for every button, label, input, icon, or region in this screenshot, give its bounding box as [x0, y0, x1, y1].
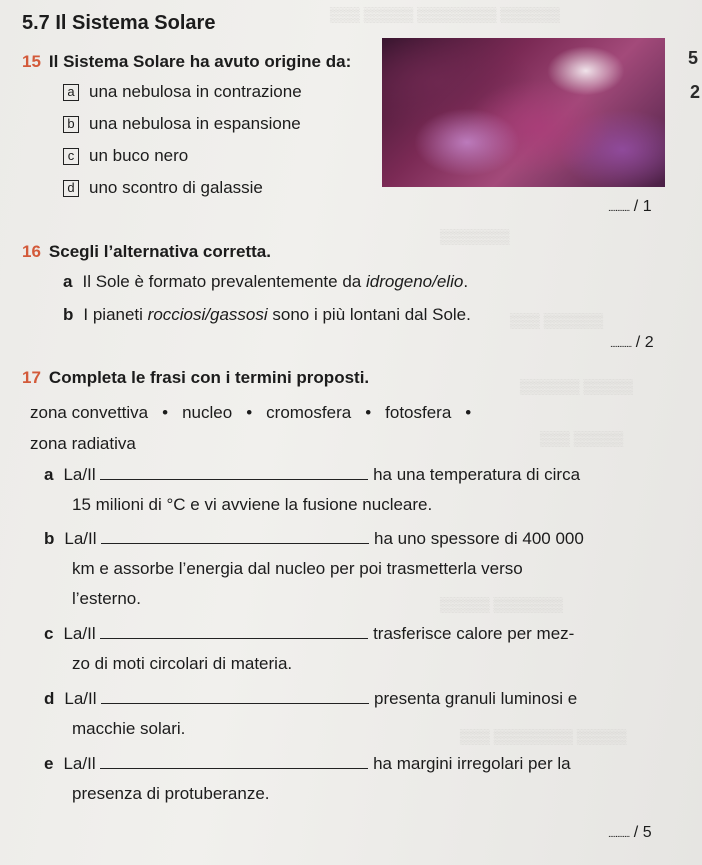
term-cromosfera: cromosfera	[266, 403, 352, 422]
q17-item-b	[44, 529, 584, 549]
bleed-through-text: ▒▒▒▒▒▒▒	[440, 228, 510, 244]
item-letter: d	[44, 689, 55, 708]
option-letter-box: c	[63, 148, 79, 165]
q16-item-b	[63, 305, 471, 325]
q17-item-c	[44, 624, 574, 644]
q17-item-a-line-2: 15 milioni di °C e vi avviene la fusione nucleare.	[72, 495, 433, 514]
bleed-through-text: ▒▒▒▒▒ ▒▒▒▒▒▒▒▒ ▒▒▒	[460, 728, 627, 744]
question-text: Il Sistema Solare ha avuto origine da:	[48, 52, 352, 71]
item-prefix: La/Il	[63, 754, 96, 773]
score-dots: ............	[608, 829, 630, 840]
q16-score	[610, 334, 654, 352]
option-label: una nebulosa in contrazione	[89, 82, 302, 101]
item-text-end: sono i più lontani dal Sole.	[267, 305, 471, 324]
q17-score	[608, 824, 652, 842]
q15-option-c[interactable]	[63, 146, 188, 166]
nebula-photo	[382, 38, 665, 187]
item-line-1: ha margini irregolari per la	[373, 754, 571, 773]
q17-item-e-line-2: presenza di protuberanze.	[72, 784, 270, 803]
item-prefix: La/Il	[63, 465, 96, 484]
option-label: un buco nero	[89, 146, 189, 165]
score-dots: ............	[610, 339, 632, 350]
section-title: 5.7 Il Sistema Solare	[22, 12, 216, 34]
answer-blank-d[interactable]	[101, 689, 369, 704]
bleed-through-text: ▒▒▒▒▒▒▒ ▒▒▒▒▒	[440, 596, 563, 612]
item-letter: e	[44, 754, 54, 773]
bleed-through-text: ▒▒▒▒▒ ▒▒▒▒▒▒	[520, 378, 633, 394]
answer-blank-e[interactable]	[100, 754, 368, 769]
score-value: / 5	[633, 824, 652, 841]
q15-option-a[interactable]	[63, 82, 302, 102]
item-letter: b	[44, 529, 55, 548]
edge-mark: 2	[690, 82, 701, 102]
item-letter: a	[44, 465, 54, 484]
question-16-heading	[22, 242, 271, 262]
score-value: / 1	[633, 198, 652, 215]
q16-item-a	[63, 272, 468, 292]
term-nucleo: nucleo	[182, 403, 233, 422]
q15-option-b[interactable]	[63, 114, 301, 134]
question-number: 15	[22, 52, 41, 71]
item-text: I pianeti	[83, 305, 148, 324]
question-text: Scegli l’alternativa corretta.	[48, 242, 271, 261]
score-dots: ............	[608, 203, 630, 214]
item-prefix: La/Il	[64, 529, 97, 548]
answer-blank-a[interactable]	[100, 465, 368, 480]
term-zona-convettiva: zona convettiva	[30, 403, 149, 422]
q17-item-d-line-2: macchie solari.	[72, 719, 186, 738]
option-label: uno scontro di galassie	[89, 178, 263, 197]
question-17-heading	[22, 368, 369, 388]
bullet-separator: •	[162, 403, 169, 422]
q17-item-b-line-3: l’esterno.	[72, 589, 141, 608]
question-number: 16	[22, 242, 41, 261]
q17-item-e	[44, 754, 571, 774]
answer-blank-b[interactable]	[101, 529, 369, 544]
q17-item-b-line-2: km e assorbe l’energia dal nucleo per poi trasmetterla verso	[72, 559, 523, 578]
term-zona-radiativa: zona radiativa	[30, 434, 136, 453]
item-line-1: ha una temperatura di circa	[373, 465, 581, 484]
q17-item-a	[44, 465, 580, 485]
score-value: / 2	[635, 334, 654, 351]
bullet-separator: •	[365, 403, 372, 422]
item-line-1: presenta granuli luminosi e	[374, 689, 578, 708]
option-letter-box: d	[63, 180, 79, 197]
choice-idrogeno-elio[interactable]: idrogeno/elio	[365, 272, 464, 291]
item-line-1: trasferisce calore per mez-	[373, 624, 575, 643]
bleed-through-text: ▒▒▒▒▒ ▒▒▒	[540, 430, 624, 446]
bullet-separator: •	[465, 403, 472, 422]
item-letter: b	[63, 305, 74, 324]
q17-item-c-line-2: zo di moti circolari di materia.	[72, 654, 293, 673]
term-fotosfera: fotosfera	[385, 403, 452, 422]
item-letter: c	[44, 624, 54, 643]
q17-item-d	[44, 689, 577, 709]
option-label: una nebulosa in espansione	[89, 114, 301, 133]
option-letter-box: a	[63, 84, 79, 101]
bleed-through-text: ▒▒▒▒▒▒ ▒▒▒	[510, 312, 604, 328]
bullet-separator: •	[246, 403, 253, 422]
item-text: Il Sole è formato prevalentemente da	[82, 272, 366, 291]
question-text: Completa le frasi con i termini proposti.	[48, 368, 370, 387]
item-text-end: .	[463, 272, 469, 291]
q15-option-d[interactable]	[63, 178, 263, 198]
bleed-through-text: ▒▒▒▒▒▒ ▒▒▒▒▒▒▒▒ ▒▒▒▒▒ ▒▒▒	[330, 6, 560, 22]
item-line-1: ha uno spessore di 400 000	[374, 529, 584, 548]
choice-rocciosi-gassosi[interactable]: rocciosi/gassosi	[147, 305, 268, 324]
term-bank	[30, 403, 485, 423]
option-letter-box: b	[63, 116, 79, 133]
item-prefix: La/Il	[63, 624, 96, 643]
question-number: 17	[22, 368, 41, 387]
term-bank-line-2	[30, 434, 136, 454]
question-15-heading	[22, 52, 351, 72]
q15-score	[608, 198, 652, 216]
edge-mark: 5	[688, 48, 699, 68]
answer-blank-c[interactable]	[100, 624, 368, 639]
item-prefix: La/Il	[64, 689, 97, 708]
item-letter: a	[63, 272, 73, 291]
